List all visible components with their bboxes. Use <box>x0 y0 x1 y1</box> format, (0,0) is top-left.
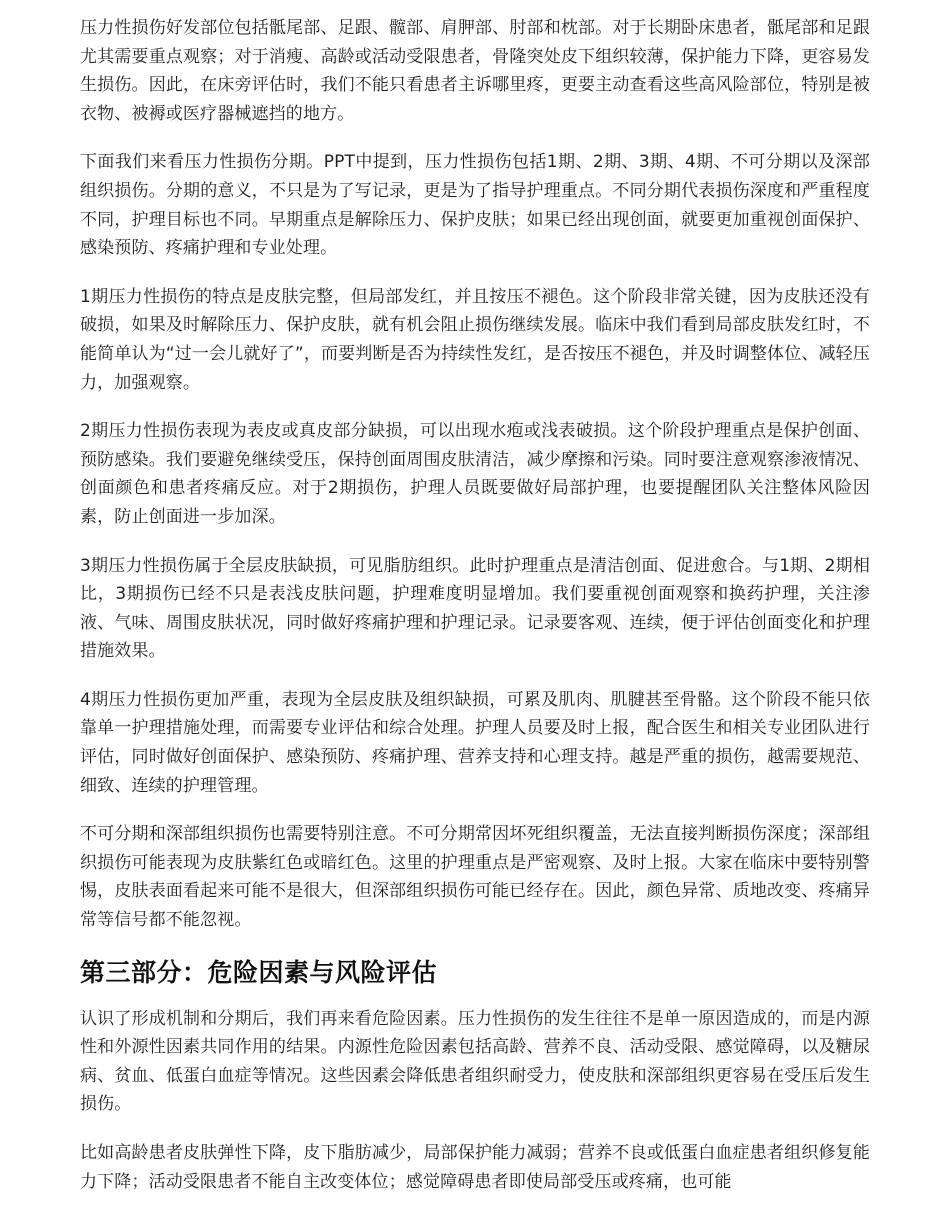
paragraph-pressure-sites: 压力性损伤好发部位包括骶尾部、足跟、髋部、肩胛部、肘部和枕部。对于长期卧床患者，骶尾部和足跟尤其需要重点观察；对于消瘦、高龄或活动受限患者，骨隆突处皮下组织较薄，保护能力下降，更容易发生损伤。因此，在床旁评估时，我们不能只看患者主诉哪里疼，更要主动查看这些高风险部位，特别是被衣物、被褥或医疗器械遮挡的地方。 <box>80 18 870 124</box>
paragraph-stage-4: 4期压力性损伤更加严重，表现为全层皮肤及组织缺损，可累及肌肉、肌腱甚至骨骼。这个阶段不能只依靠单一护理措施处理，而需要专业评估和综合处理。护理人员要及时上报，配合医生和相关专业团队进行评估，同时做好创面保护、感染预防、疼痛护理、营养支持和心理支持。越是严重的损伤，越需要规范、细致、连续的护理管理。 <box>80 689 870 796</box>
paragraph-stage-2: 2期压力性损伤表现为表皮或真皮部分缺损，可以出现水疱或浅表破损。这个阶段护理重点是保护创面、预防感染。我们要避免继续受压，保持创面周围皮肤清洁，减少摩擦和污染。同时要注意观察渗液情况、创面颜色和患者疼痛反应。对于2期损伤，护理人员既要做好局部护理，也要提醒团队关注整体风险因素，防止创面进一步加深。 <box>80 421 870 527</box>
paragraph-risk-examples: 比如高龄患者皮肤弹性下降，皮下脂肪减少，局部保护能力减弱；营养不良或低蛋白血症患者组织修复能力下降；活动受限患者不能自主改变体位；感觉障碍患者即使局部受压或疼痛，也可能 <box>80 1143 870 1192</box>
paragraph-unstageable-deep-tissue: 不可分期和深部组织损伤也需要特别注意。不可分期常因坏死组织覆盖，无法直接判断损伤深度；深部组织损伤可能表现为皮肤紫红色或暗红色。这里的护理重点是严密观察、及时上报。大家在临床中要特别警惕，皮肤表面看起来可能不是很大，但深部组织损伤可能已经存在。因此，颜色异常、质地改变、疼痛异常等信号都不能忽视。 <box>80 824 870 931</box>
paragraph-staging-intro: 下面我们来看压力性损伤分期。PPT中提到，压力性损伤包括1期、2期、3期、4期、不可分期以及深部组织损伤。分期的意义，不只是为了写记录，更是为了指导护理重点。不同分期代表损伤深度和严重程度不同，护理目标也不同。早期重点是解除压力、保护皮肤；如果已经出现创面，就要更加重视创面保护、感染预防、疼痛护理和专业处理。 <box>80 152 870 259</box>
paragraph-stage-3: 3期压力性损伤属于全层皮肤缺损，可见脂肪组织。此时护理重点是清洁创面、促进愈合。与1期、2期相比，3期损伤已经不只是表浅皮肤问题，护理难度明显增加。我们要重视创面观察和换药护理，关注渗液、气味、周围皮肤状况，同时做好疼痛护理和护理记录。记录要客观、连续，便于评估创面变化和护理措施效果。 <box>80 555 870 662</box>
document-page <box>80 14 870 1216</box>
paragraph-risk-factors: 认识了形成机制和分期后，我们再来看危险因素。压力性损伤的发生往往不是单一原因造成的，而是内源性和外源性因素共同作用的结果。内源性危险因素包括高龄、营养不良、活动受限、感觉障碍，以及糖尿病、贫血、低蛋白血症等情况。这些因素会降低患者组织耐受力，使皮肤和深部组织更容易在受压后发生损伤。 <box>80 1008 870 1115</box>
paragraph-stage-1: 1期压力性损伤的特点是皮肤完整，但局部发红，并且按压不褪色。这个阶段非常关键，因为皮肤还没有破损，如果及时解除压力、保护皮肤，就有机会阻止损伤继续发展。临床中我们看到局部皮肤发红时，不能简单认为“过一会儿就好了”，而要判断是否为持续性发红，是否按压不褪色，并及时调整体位、减轻压力，加强观察。 <box>80 286 870 393</box>
section-heading: 第三部分：危险因素与风险评估 <box>80 957 438 987</box>
